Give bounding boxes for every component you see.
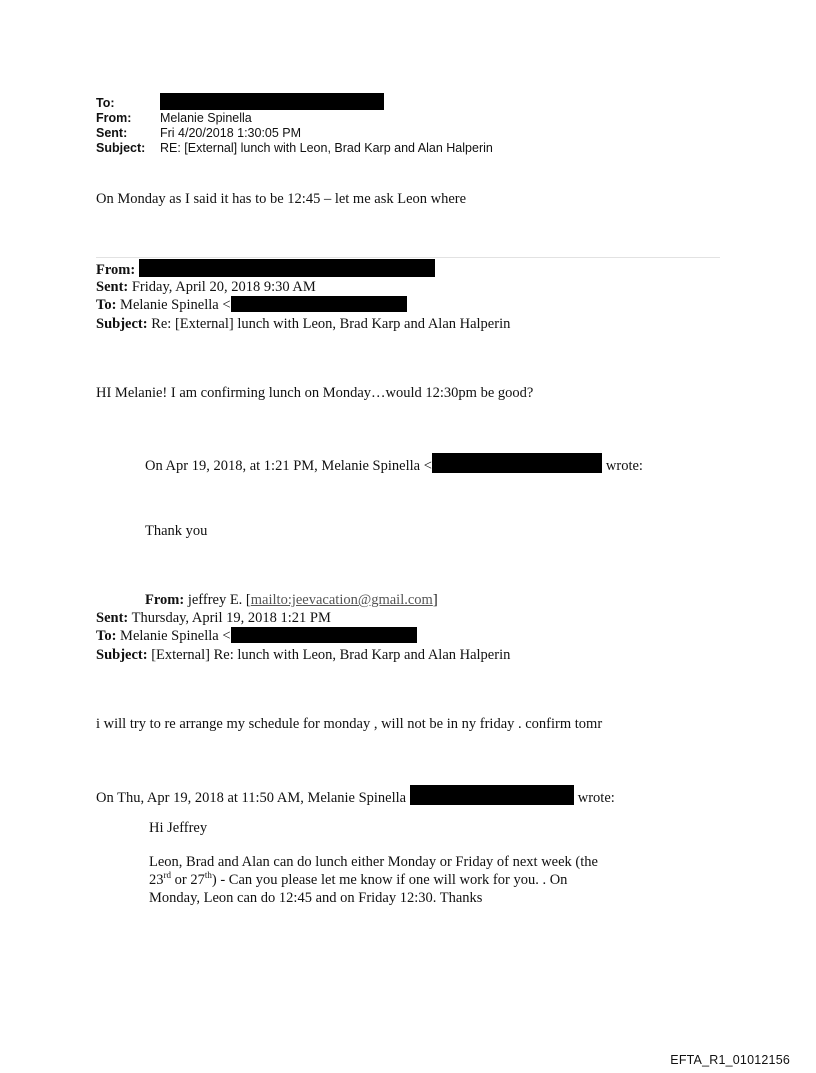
date-27: or 27 [171, 872, 205, 888]
paragraph-line2-rest: ) - Can you please let me know if one will work for you. . On [211, 872, 568, 888]
msg3-to-label: To: [96, 628, 117, 644]
msg3-to-value: Melanie Spinella < [120, 628, 231, 644]
ordinal-rd: rd [163, 870, 171, 881]
quote1-body: Thank you [145, 523, 208, 539]
from-label: From: [96, 111, 132, 125]
quote2-intro: On Thu, Apr 19, 2018 at 11:50 AM, Melanie Spinella [96, 790, 407, 806]
msg2-sent-label: Sent: [96, 279, 129, 295]
msg2-from-label: From: [96, 262, 136, 278]
msg3-body: i will try to re arrange my schedule for monday , will not be in ny friday . confirm tomr [96, 716, 603, 732]
msg2-to-redaction [231, 296, 407, 312]
msg2-to-value: Melanie Spinella < [120, 297, 231, 313]
quote2-redaction [410, 785, 574, 805]
msg2-from-redaction [139, 259, 435, 277]
msg3-to-line [96, 627, 417, 645]
to-redaction [160, 93, 384, 111]
msg3-subject-value: [External] Re: lunch with Leon, Brad Karp and Alan Halperin [151, 647, 511, 663]
msg3-from-line [145, 591, 438, 609]
sent-label: Sent: [96, 126, 128, 140]
quote2-paragraph-line2 [149, 871, 567, 889]
msg3-from-label: From: [145, 592, 185, 608]
msg3-sent-value: Thursday, April 19, 2018 1:21 PM [131, 610, 331, 626]
quote2-intro-line [96, 785, 615, 807]
quote2-wrote: wrote: [577, 790, 615, 806]
msg2-to-line [96, 296, 407, 314]
document-id: EFTA_R1_01012156 [670, 1053, 790, 1067]
message-divider [96, 257, 720, 258]
msg3-sent-line [96, 609, 331, 627]
email-header [96, 96, 596, 160]
msg2-to-label: To: [96, 297, 117, 313]
msg2-sent-value: Friday, April 20, 2018 9:30 AM [131, 279, 316, 295]
msg3-from-value: jeffrey E. [ [187, 592, 251, 608]
msg2-body: HI Melanie! I am confirming lunch on Monday…would 12:30pm be good? [96, 385, 534, 401]
msg2-subject-line [96, 315, 510, 333]
msg2-from-line [96, 259, 435, 279]
msg3-to-redaction [231, 627, 417, 643]
quote1-intro: On Apr 19, 2018, at 1:21 PM, Melanie Spinella < [145, 458, 432, 474]
msg3-email-link[interactable]: mailto:jeevacation@gmail.com [250, 592, 433, 608]
ordinal-th: th [204, 870, 212, 881]
subject-label: Subject: [96, 141, 146, 155]
quote2-greeting: Hi Jeffrey [149, 820, 208, 836]
subject-value: RE: [External] lunch with Leon, Brad Karp and Alan Halperin [160, 141, 493, 155]
quote1-wrote: wrote: [605, 458, 643, 474]
msg3-from-close: ] [432, 592, 438, 608]
msg3-subject-line [96, 646, 510, 664]
quote2-paragraph-line3: Monday, Leon can do 12:45 and on Friday 12:30. Thanks [149, 890, 483, 906]
sent-value: Fri 4/20/2018 1:30:05 PM [160, 126, 302, 140]
quote2-paragraph-line1: Leon, Brad and Alan can do lunch either Monday or Friday of next week (the [149, 854, 598, 870]
date-23: 23 [149, 872, 164, 888]
reply-body: On Monday as I said it has to be 12:45 – let me ask Leon where [96, 191, 467, 207]
to-label: To: [96, 96, 115, 110]
msg2-subject-label: Subject: [96, 316, 148, 332]
msg3-sent-label: Sent: [96, 610, 129, 626]
msg2-subject-value: Re: [External] lunch with Leon, Brad Karp and Alan Halperin [151, 316, 511, 332]
from-value: Melanie Spinella [160, 111, 252, 125]
msg3-subject-label: Subject: [96, 647, 148, 663]
quote1-intro-line [145, 453, 643, 475]
msg2-sent-line [96, 278, 316, 296]
quote1-redaction [432, 453, 602, 473]
